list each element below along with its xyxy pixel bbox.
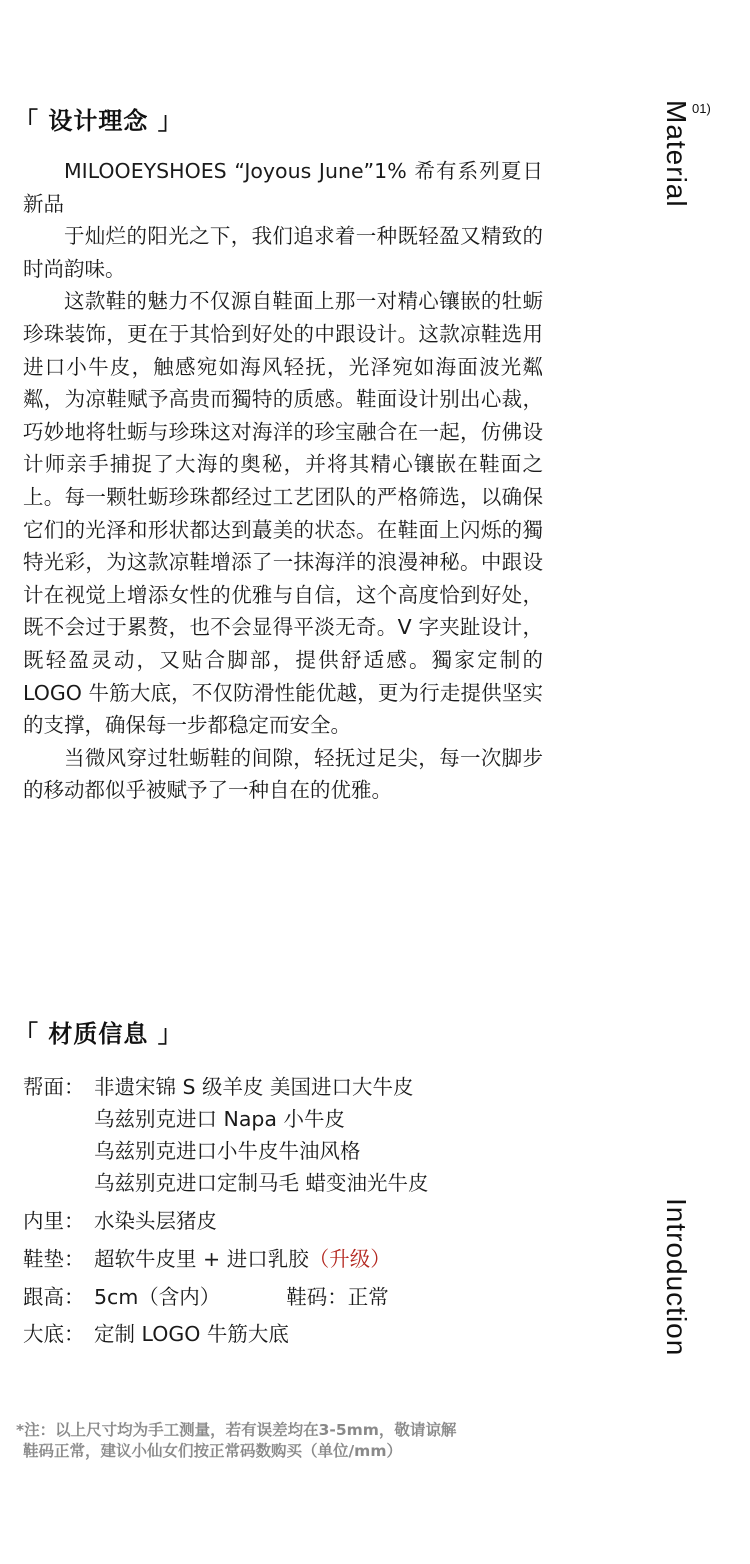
insole-upgrade-tag: （升级）	[308, 1247, 391, 1271]
upper-label-text: 帮面：	[23, 1075, 85, 1099]
upper-value-3: 乌兹别克进口小牛皮牛油风格	[94, 1139, 361, 1163]
upper-value-1: 非遗宋锦 S 级羊皮 美国进口大牛皮	[94, 1075, 414, 1099]
heel-size-row	[23, 1281, 389, 1314]
size-value: 正常	[347, 1285, 389, 1309]
lining-label: 内里：	[23, 1209, 85, 1233]
measurement-note: *注：以上尺寸均为手工测量，若有误差均在3-5mm，敬请谅解	[16, 1421, 457, 1439]
design-paragraph-2: 于灿烂的阳光之下，我们追求着一种既轻盈又精致的时尚韵味。	[23, 224, 543, 281]
heel-label: 跟高：	[23, 1285, 85, 1309]
sole-value: 定制 LOGO 牛筋大底	[94, 1322, 289, 1346]
upper-label	[23, 1071, 85, 1104]
insole-value: 超软牛皮里 + 进口乳胶	[94, 1247, 309, 1271]
heel-value: 5cm（含内）	[94, 1285, 221, 1309]
design-paragraph-3: 这款鞋的魅力不仅源自鞋面上那一对精心镶嵌的牡蛎珍珠装饰，更在于其恰到好处的中跟设计。这款凉鞋选用进口小牛皮，触感宛如海风轻抚，光泽宛如海面波光粼粼，为凉鞋赋予高贵而獨特的质感。鞋面设计别出心裁，巧妙地将牡蛎与珍珠这对海洋的珍宝融合在一起，仿佛设计师亲手捕捉了大海的奥秘，并将其精心镶嵌在鞋面之上。每一颗牡蛎珍珠都经过工艺团队的严格筛选，以确保它们的光泽和形状都达到蕞美的状态。在鞋面上闪烁的獨特光彩，为这款凉鞋增添了一抹海洋的浪漫神秘。中跟设计在视觉上增添女性的优雅与自信，这个高度恰到好处，既不会过于累赘，也不会显得平淡无奇。V 字夹趾设计，既轻盈灵动，又贴合脚部，提供舒适感。獨家定制的 LOGO 牛筋大底，不仅防滑性能优越，更为行走提供坚实的支撑，确保每一步都稳定而安全。	[23, 289, 543, 738]
design-paragraph-1: MILOOEYSHOES “Joyous June”1% 希有系列夏日新品	[23, 159, 543, 216]
material-heading: 「 材质信息 」	[14, 1020, 183, 1048]
size-label: 鞋码：	[286, 1285, 348, 1309]
lining-row	[23, 1205, 217, 1238]
upper-value-2: 乌兹别克进口 Napa 小牛皮	[94, 1107, 346, 1131]
material-side-label: Material	[661, 100, 692, 208]
sole-row	[23, 1318, 289, 1351]
section-index: 01)	[692, 101, 711, 116]
upper-value-4: 乌兹别克进口定制马毛 蜡变油光牛皮	[94, 1171, 429, 1195]
design-heading: 「 设计理念 」	[14, 107, 183, 135]
sole-label: 大底：	[23, 1322, 85, 1346]
insole-row	[23, 1243, 391, 1276]
insole-label: 鞋垫：	[23, 1247, 85, 1271]
introduction-side-label: Introduction	[661, 1198, 692, 1357]
lining-value: 水染头层猪皮	[94, 1209, 217, 1233]
design-description	[23, 155, 543, 807]
design-paragraph-4: 当微风穿过牡蛎鞋的间隙，轻抚过足尖，每一次脚步的移动都似乎被赋予了一种自在的优雅。	[23, 745, 543, 803]
size-note: 鞋码正常，建议小仙女们按正常码数购买（单位/mm）	[23, 1442, 402, 1460]
